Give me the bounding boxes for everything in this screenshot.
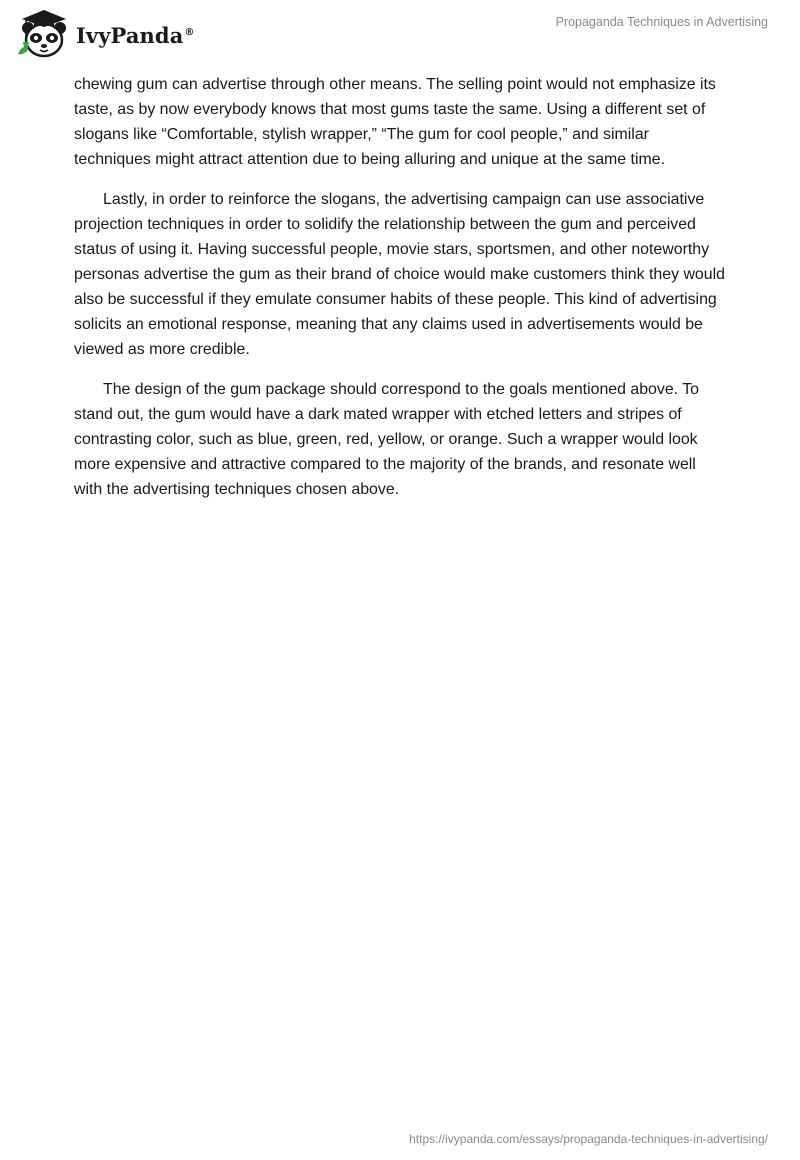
panda-graduate-logo-icon xyxy=(14,8,74,60)
document-title: Propaganda Techniques in Advertising xyxy=(555,15,768,29)
ivypanda-logo[interactable] xyxy=(14,8,195,60)
paragraph-2: Lastly, in order to reinforce the slogans, the advertising campaign can use associative projection techniques in order to solidify the relationship between the gum and perceived status of using it. Having successful people, movie stars, sportsmen, and other noteworthy personas advertise the gum as their brand of choice would make customers think they would also be successful if they emulate consumer habits of these people. This kind of advertising solicits an emotional response, meaning that any claims used in advertisements would be viewed as more credible. xyxy=(74,191,725,358)
page-header xyxy=(0,0,800,70)
brand-name-text: IvyPanda xyxy=(76,22,184,48)
essay-body xyxy=(74,72,726,517)
brand-name xyxy=(76,23,195,48)
paragraph-1: chewing gum can advertise through other means. The selling point would not emphasize its taste, as by now everybody knows that most gums taste the same. Using a different set of slogans like “Comfortable, stylish wrapper,” “The gum for cool people,” and similar techniques might attract attention due to being alluring and unique at the same time. xyxy=(74,76,716,168)
paragraph-3: The design of the gum package should correspond to the goals mentioned above. To stand out, the gum would have a dark mated wrapper with etched letters and stripes of contrasting color, such as blue, green, red, yellow, or orange. Such a wrapper would look more expensive and attractive compared to the majority of the brands, and resonate well with the advertising techniques chosen above. xyxy=(74,381,700,498)
footer-url[interactable]: https://ivypanda.com/essays/propaganda-techniques-in-advertising/ xyxy=(409,1132,768,1146)
registered-mark: ® xyxy=(184,26,195,38)
